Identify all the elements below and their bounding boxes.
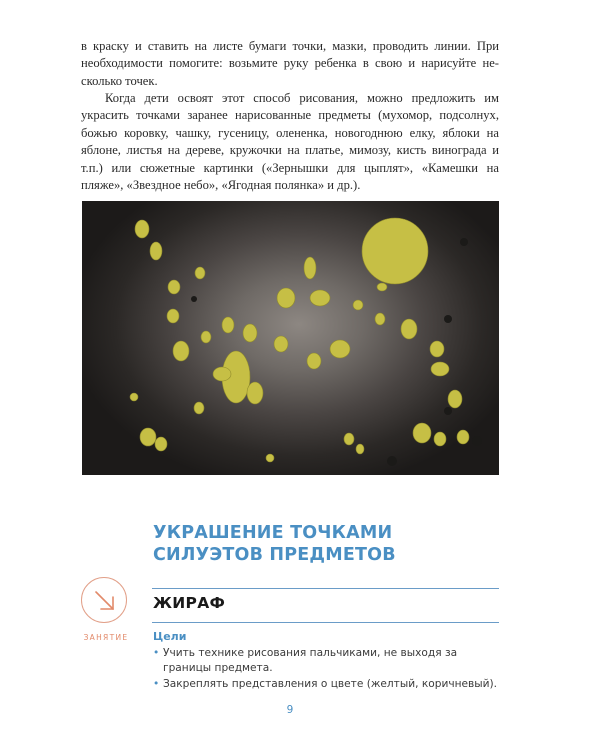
paint-dot [277,288,295,308]
paint-dot [266,454,274,462]
paint-dot [167,309,179,323]
section-title-line-1: УКРАШЕНИЕ ТОЧКАМИ [153,523,393,543]
divider-top [152,588,499,589]
paint-dot [401,319,417,339]
paint-dot [195,267,205,279]
lesson-label: ЗАНЯТИЕ [83,633,129,642]
goals-heading: Цели [153,630,187,643]
dark-dot [472,436,482,446]
paint-dot [413,423,431,443]
dark-dot [444,407,452,415]
paint-dot [375,313,385,325]
paint-dot [344,433,354,445]
paint-dot [310,290,330,306]
goal-item: • Закреплять представления о цвете (желтый, коричневый). [153,677,498,692]
paint-dot [430,341,444,357]
paint-dot [353,300,363,310]
paint-dot [135,220,149,238]
paint-dot [222,317,234,333]
lesson-title: ЖИРАФ [153,594,226,612]
painted-dots [82,201,499,475]
goals-list [153,646,498,693]
lesson-badge [81,577,127,623]
paint-dot [304,257,316,279]
body-paragraph-1: в краску и ставить на листе бумаги точки, мазки, проводить линии. При необходимости помогите: возьмите руку ребенка в свою и нарисуйте не-сколько точек. [81,39,499,88]
body-paragraph-2: Когда дети освоят этот способ рисования, можно предложить им украсить точками заранее нарисованные предметы (мухомор, подсолнух, божью коровку, чашку, гусеницу, олененка, новогоднюю елку, яблоки на яблоне, листья на дереве, кружочки на платье, мимозу, кисть винограда и т.п.) или сюжетные картинки («Зернышки для цыплят», «Камешки на пляже», «Звездное небо», «Ягодная полянка» и др.). [81,91,499,193]
dark-dot [444,315,452,323]
paint-dot [307,353,321,369]
paint-dot [377,283,387,291]
paint-dot [448,390,462,408]
dark-dot [191,296,197,302]
paint-dot [274,336,288,352]
paint-dot [173,341,189,361]
paint-dot [155,437,167,451]
paint-dot [168,280,180,294]
page-number: 9 [286,704,294,716]
paint-dot [213,367,231,381]
paint-dot [434,432,446,446]
goal-item: • Учить технике рисования пальчиками, не выходя за границы предмета. [153,646,498,676]
paint-dot [194,402,204,414]
paint-dot [140,428,156,446]
paint-dot [431,362,449,376]
dark-dot [387,456,397,466]
paint-dot [356,444,364,454]
paint-dot [243,324,257,342]
paint-dot [457,430,469,444]
paint-dot [201,331,211,343]
finger-painting-photo [82,201,499,475]
divider-bottom [152,622,499,623]
paint-dot [130,393,138,401]
dark-dot [460,238,468,246]
paint-dot [330,340,350,358]
paint-dot [150,242,162,260]
paint-dot [247,382,263,404]
section-title [153,522,396,566]
section-title-line-2: СИЛУЭТОВ ПРЕДМЕТОВ [153,545,396,565]
paint-dot [362,218,428,284]
arrow-down-right-icon [82,578,128,624]
